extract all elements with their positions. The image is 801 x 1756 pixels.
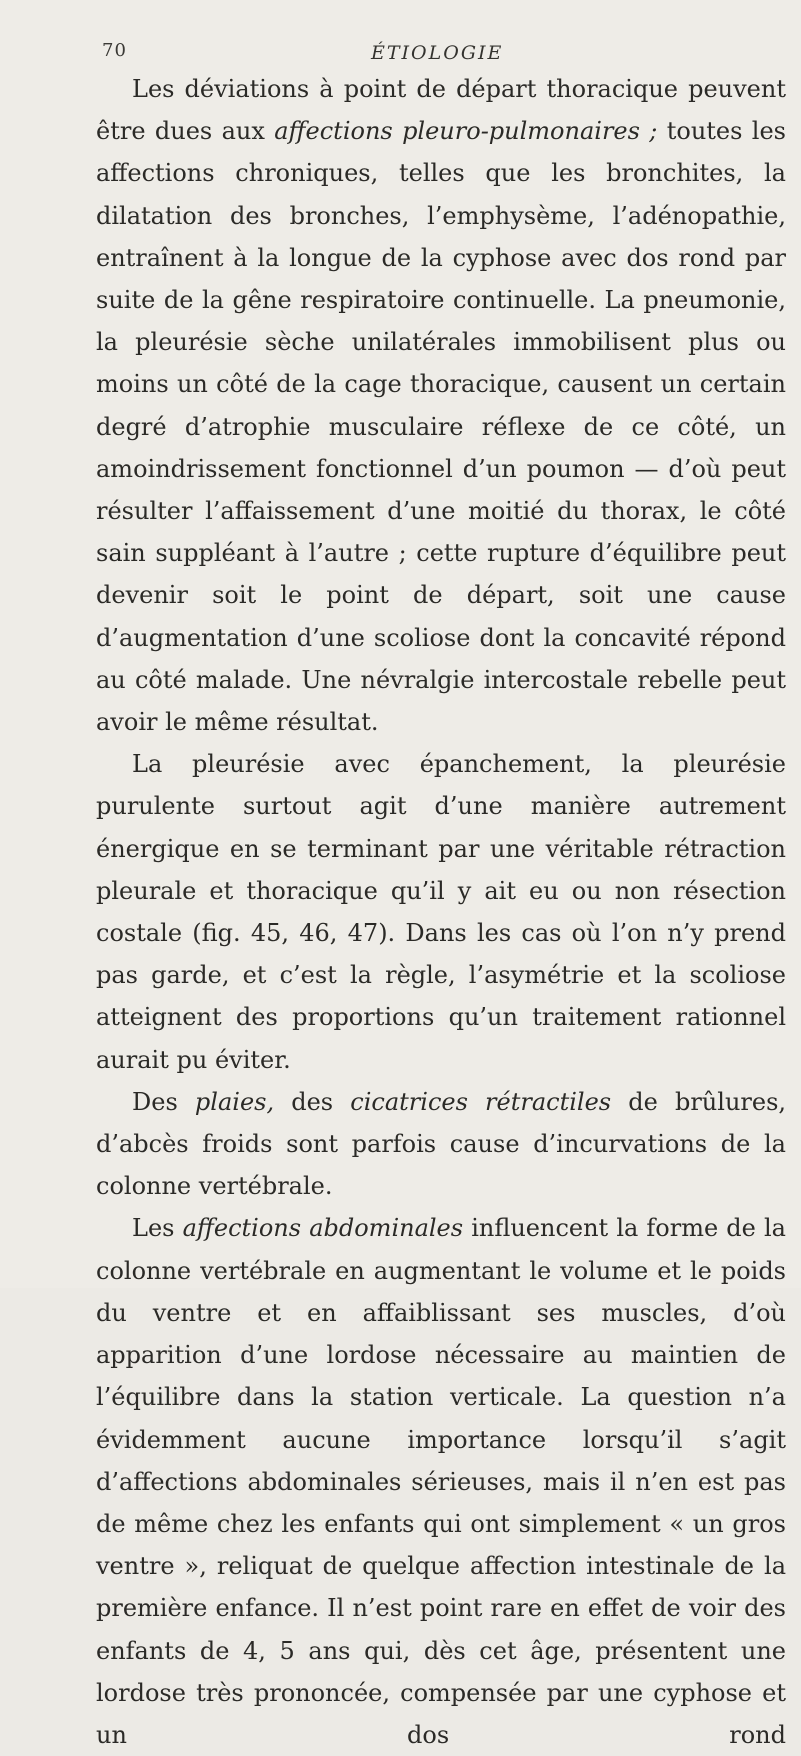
text-segment: influencent la forme de la colonne vertébrale en augmentant le volume et le poids du ventre et en affaiblissant ses muscles, d’où apparition d’une lordose nécessaire au maintien de l’équilibre dans la station verticale. La question n’a évidemment aucune importance lorsqu’il s’agit d’affections abdominales sérieuses, mais il n’en est pas de même chez les enfants qui ont simplement « un gros ventre », reliquat de quelque affection intestinale de la première enfance. Il n’est point rare en effet de voir des enfants de 4, 5 ans qui, dès cet âge, présentent une lordose très prononcée, compensée par une cyphose et un dos rond <box>96 1214 786 1749</box>
italic-term: plaies, <box>194 1087 275 1116</box>
italic-term: cicatrices rétractiles <box>350 1087 612 1116</box>
running-title: ÉTIOLOGIE <box>371 42 504 64</box>
paragraph-thoracic-deviations <box>96 68 786 743</box>
paragraph-abdominal-affections <box>96 1207 786 1756</box>
text-segment: La pleurésie avec épanchement, la pleurésie purulente surtout agit d’une manière autrement énergique en se terminant par une véritable rétraction pleurale et thoracique qu’il y ait eu ou non résection costale (fig. 45, 46, 47). Dans les cas où l’on n’y prend pas garde, et c’est la règle, l’asymétrie et la scoliose atteignent des proportions qu’un traitement rationnel aurait pu éviter. <box>96 750 786 1074</box>
text-segment: Les déviations à point de départ thoracique peuvent être dues aux <box>96 75 786 146</box>
text-segment: Des <box>132 1087 195 1116</box>
text-segment: toutes les affections chroniques, telles que les bronchites, la dilatation des bronches, l’emphysème, l’adénopathie, entraînent à la longue de la cyphose avec dos rond par suite de la gêne respiratoire continuelle. La pneumonie, la pleurésie sèche unilatérales immobilisent plus ou moins un côté de la cage thoracique, causent un certain degré d’atrophie musculaire réflexe de ce côté, un amoindrissement fonctionnel d’un poumon — d’où peut résulter l’affaissement d’une moitié du thorax, le côté sain suppléant à l’autre ; cette rupture d’équilibre peut devenir soit le point de départ, soit une cause d’augmentation d’une scoliose dont la concavité répond au côté malade. Une névralgie intercostale rebelle peut avoir le même résultat. <box>96 117 786 737</box>
text-segment: Les <box>132 1214 183 1243</box>
page-number: 70 <box>102 40 127 61</box>
body-text <box>96 68 786 1756</box>
text-segment: des <box>274 1087 351 1116</box>
italic-term: affections abdominales <box>182 1214 464 1243</box>
paragraph-wounds-scars <box>96 1081 786 1208</box>
text-segment: de brûlures, d’abcès froids sont parfois cause d’incurvations de la colonne vertébrale. <box>96 1087 787 1201</box>
italic-term: affections pleuro-pulmonaires ; <box>274 117 658 146</box>
paragraph-pleurisy <box>96 743 786 1081</box>
page-header <box>96 28 786 62</box>
